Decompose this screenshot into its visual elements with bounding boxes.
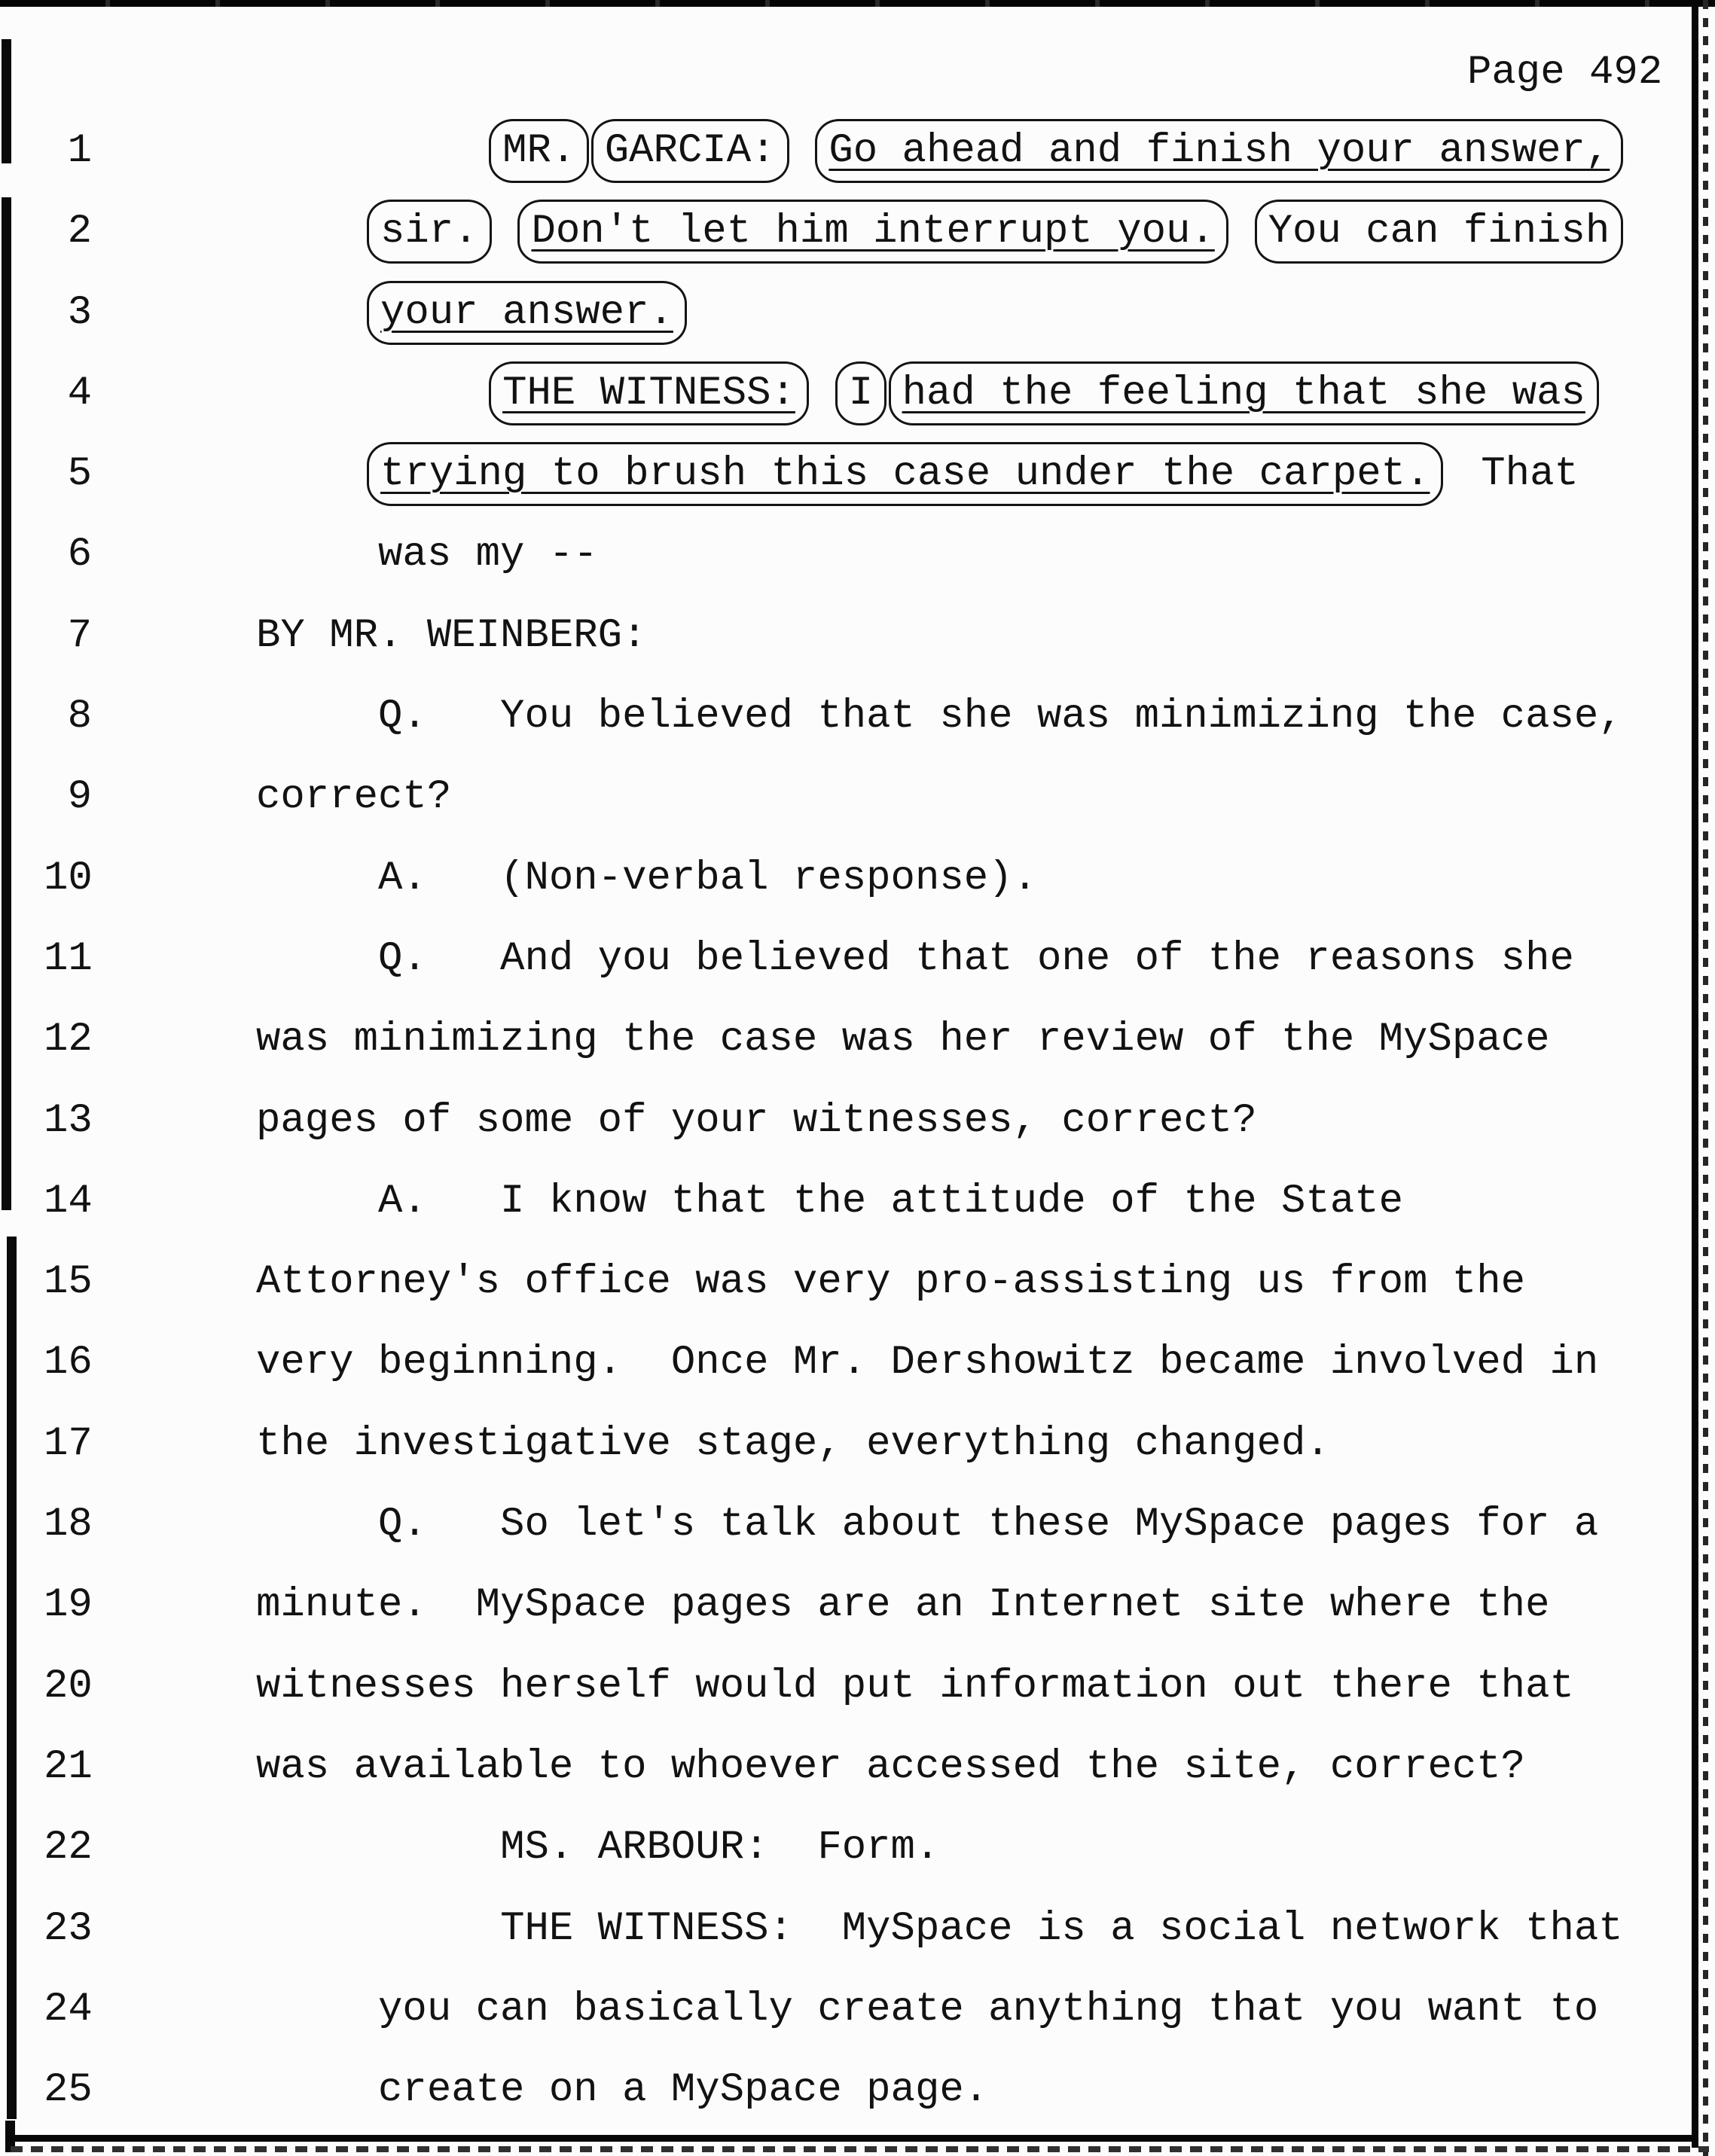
- line-text: [256, 1744, 1525, 1790]
- line-number: 24: [44, 1986, 93, 2032]
- text-segment: was minimizing the case was her review of the MySpace: [256, 1017, 1550, 1063]
- line-number: 21: [44, 1743, 93, 1790]
- annotation-circled-text: Go ahead and finish your answer,: [815, 119, 1623, 183]
- text-segment: MS. ARBOUR: Form.: [500, 1825, 940, 1871]
- text-segment: That: [1432, 451, 1579, 498]
- line-text: [256, 532, 598, 578]
- line-text: [256, 209, 1612, 255]
- text-segment: create on a MySpace page.: [378, 2067, 989, 2114]
- annotation-circled-text: your answer.: [367, 281, 687, 345]
- line-text: [256, 2067, 988, 2113]
- transcript-line: [0, 1403, 1715, 1484]
- annotation-circled-text: I: [835, 361, 886, 425]
- transcript-line: [0, 1484, 1715, 1566]
- page-top-edge: [0, 0, 1715, 7]
- transcript-line: [0, 1322, 1715, 1404]
- text-segment: minute. MySpace pages are an Internet site where the: [256, 1582, 1550, 1629]
- line-number: 16: [44, 1340, 93, 1386]
- transcript-line: [0, 1645, 1715, 1727]
- line-number: 1: [67, 127, 92, 174]
- line-text: [256, 371, 1588, 416]
- line-number: 19: [44, 1582, 93, 1629]
- transcript-line: [0, 1968, 1715, 2050]
- line-text: [256, 1017, 1549, 1063]
- annotation-circled-text: You can finish: [1255, 200, 1624, 264]
- transcript-line: [0, 191, 1715, 273]
- line-text: [256, 1987, 1598, 2032]
- text-segment: you can basically create anything that you want to: [378, 1986, 1599, 2032]
- transcript-line: [0, 837, 1715, 919]
- page-number: Page 492: [1467, 50, 1663, 96]
- annotation-circled-text: trying to brush this case under the carpet.: [367, 442, 1443, 506]
- text-segment: witnesses herself would put information out there that: [256, 1663, 1574, 1709]
- line-text: [256, 128, 1612, 174]
- transcript-line: [0, 757, 1715, 838]
- text-segment: correct?: [256, 774, 452, 821]
- page-bottom-border: [6, 2135, 1698, 2142]
- annotation-circled-text: THE WITNESS:: [489, 361, 809, 425]
- transcript-line: [0, 110, 1715, 191]
- line-text: [256, 613, 646, 659]
- line-number: 12: [44, 1017, 93, 1063]
- line-text: [256, 694, 1623, 740]
- line-number: 8: [67, 694, 92, 740]
- line-number: 13: [44, 1097, 93, 1144]
- annotation-circled-text: GARCIA:: [591, 119, 789, 183]
- text-segment: Q. You believed that she was minimizing the case,: [378, 694, 1623, 740]
- text-segment: very beginning. Once Mr. Dershowitz became involved in: [256, 1340, 1599, 1386]
- text-segment: Q. And you believed that one of the reasons she: [378, 935, 1574, 982]
- text-segment: was available to whoever accessed the site, correct?: [256, 1743, 1526, 1790]
- line-text: [256, 774, 451, 820]
- line-text: [256, 1340, 1598, 1386]
- line-text: [256, 1259, 1525, 1305]
- annotation-circled-text: MR.: [489, 119, 589, 183]
- text-segment: BY MR. WEINBERG:: [256, 612, 647, 659]
- line-text: [256, 1825, 939, 1871]
- line-text: [256, 1664, 1574, 1709]
- transcript-line: [0, 1160, 1715, 1242]
- line-number: 5: [67, 451, 92, 498]
- line-number: 7: [67, 612, 92, 659]
- line-text: [256, 1502, 1598, 1548]
- text-segment: Q. So let's talk about these MySpace pages for a: [378, 1502, 1599, 1548]
- transcript-line: [0, 434, 1715, 515]
- line-number: 15: [44, 1259, 93, 1306]
- line-text: [256, 290, 676, 336]
- transcript-line: [0, 1888, 1715, 1969]
- line-text: [256, 451, 1579, 497]
- line-number: 3: [67, 289, 92, 336]
- line-text: [256, 1582, 1549, 1628]
- text-segment: Attorney's office was very pro-assisting us from the: [256, 1259, 1526, 1306]
- line-number: 9: [67, 774, 92, 821]
- transcript-line: [0, 1726, 1715, 1807]
- transcript-line: [0, 1242, 1715, 1323]
- line-number: 17: [44, 1420, 93, 1467]
- line-text: [256, 1098, 1257, 1144]
- page-bottom-perforation: [11, 2146, 1709, 2152]
- text-segment: was my --: [378, 532, 598, 578]
- line-number: 11: [44, 935, 93, 982]
- text-segment: THE WITNESS: MySpace is a social network that: [500, 1905, 1623, 1952]
- transcript-line: [0, 1807, 1715, 1889]
- line-text: [256, 855, 1037, 901]
- line-number: 23: [44, 1905, 93, 1952]
- line-number: 20: [44, 1663, 93, 1709]
- transcript-line: [0, 514, 1715, 596]
- annotation-circled-text: Don't let him interrupt you.: [517, 200, 1228, 264]
- line-number: 22: [44, 1825, 93, 1871]
- text-segment: the investigative stage, everything changed.: [256, 1420, 1330, 1467]
- transcript-line: [0, 2050, 1715, 2131]
- text-segment: pages of some of your witnesses, correct?: [256, 1097, 1257, 1144]
- transcript-line: [0, 352, 1715, 434]
- transcript-line: [0, 1080, 1715, 1161]
- line-number: 18: [44, 1502, 93, 1548]
- line-text: [256, 1421, 1330, 1467]
- line-number: 4: [67, 370, 92, 416]
- line-number: 2: [67, 209, 92, 255]
- line-text: [256, 1906, 1623, 1952]
- line-text: [256, 936, 1574, 982]
- line-number: 6: [67, 532, 92, 578]
- transcript-line: [0, 918, 1715, 999]
- line-number: 10: [44, 855, 93, 901]
- transcript-line: [0, 676, 1715, 758]
- line-text: [256, 1179, 1403, 1224]
- transcript-line: [0, 272, 1715, 353]
- annotation-circled-text: sir.: [367, 200, 492, 264]
- transcript-line: [0, 1565, 1715, 1646]
- text-segment: A. (Non-verbal response).: [378, 855, 1037, 901]
- annotation-circled-text: had the feeling that she was: [889, 361, 1599, 425]
- line-number: 14: [44, 1178, 93, 1224]
- transcript-line: [0, 595, 1715, 676]
- line-number: 25: [44, 2067, 93, 2114]
- transcript-line: [0, 999, 1715, 1081]
- text-segment: A. I know that the attitude of the State: [378, 1178, 1404, 1224]
